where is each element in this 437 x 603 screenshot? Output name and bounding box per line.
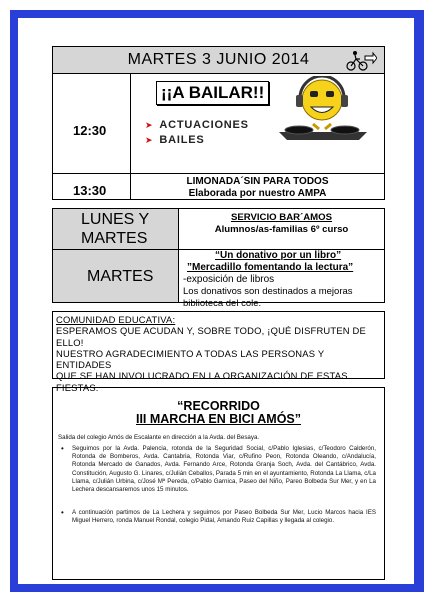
route-title: “RECORRIDO <box>177 399 260 413</box>
message-line: ELLO! <box>56 336 84 348</box>
message-line: NUESTRO AGRADECIMIENTO A TODAS LAS PERSONAS Y ENTIDADES <box>56 347 325 371</box>
list-item: ➤ BAILES <box>145 134 205 146</box>
cyclist-icon <box>345 50 377 72</box>
route-subtitle: III MARCHA EN BICI AMÓS” <box>135 412 302 426</box>
bailar-title: ¡¡A BAILAR!! <box>156 81 269 105</box>
limonada-text: LIMONADA´SIN PARA TODOS Elaborada por nuestro AMPA <box>186 176 329 199</box>
message-box <box>52 311 385 393</box>
program-table <box>52 46 385 200</box>
day-label-martes: MARTES <box>87 268 154 285</box>
arrow-icon: ➤ <box>145 135 154 145</box>
date-header: MARTES 3 JUNIO 2014 <box>53 47 384 74</box>
bar-service-text: SERVICIO BAR´AMOS Alumnos/as-familias 6º curso <box>214 212 349 235</box>
list-item: • A continuación partimos de La Lechera y seguimos por Paseo Bolbeda Sur Mer, Lucio Marcos hacia IES Miguel Herrero, ronda Manuel Rondal, colegio Pidal, Amando Ruiz Capillas y llegada al colegio. <box>58 509 376 525</box>
list-item: ➤ ACTUACIONES <box>145 119 249 131</box>
time-2: 13:30 <box>73 183 107 198</box>
arrow-icon: ➤ <box>145 120 154 130</box>
message-heading: COMUNIDAD EDUCATIVA: <box>56 314 176 325</box>
day-label-lunes-martes: LUNES Y MARTES <box>81 211 150 247</box>
list-item: • Seguimos por la Avda. Palencia, rotonda de la Seguridad Social, c/Pablo Iglesias, c/Teodoro Calderón, Rotonda de Bomberos, Avda. Cantabria, Rotonda Viar, c/Rufino Peon, Rotonda Oleando, c/Andalucía, Rotonda Mercado de Ganados, Avda. Fernando Arce, Rotonda Granja Soch, Avda. del Cantábrico, Avda. Constitución, Augusto G. Linares, c/Julián Ceballos, Parada 5 min en el ayuntamiento, Rotonda La Llama, c/La Llama, c/Julián Urbina, c/José Mª Pereda, c/Pablo Garnica, Paseo del Niño, Pareo Bolbeda Sur Mer, y en La Lechera descansaremos unos 15 minutos. <box>58 445 376 494</box>
message-line: QUE SE HAN INVOLUCRADO EN LA ORGANIZACIÓN DE ESTAS <box>56 370 348 382</box>
message-line: ESPERAMOS QUE ACUDAN Y, SOBRE TODO, ¡QUÉ DISFRUTEN DE <box>56 325 366 337</box>
time-1: 12:30 <box>73 123 107 138</box>
donativo-text: “Un donativo por un libro” ”Mercadillo fomentando la lectura” -exposición de libros Los donativos son destinados a mejoras biblioteca del cole. <box>183 250 354 309</box>
route-list <box>58 445 376 494</box>
events-table <box>52 208 385 309</box>
route-intro: Salida del colegio Amós de Escalante en dirección a la Avda. del Besaya. <box>58 434 260 441</box>
dj-smiley-icon <box>275 76 371 142</box>
route-list <box>58 509 376 525</box>
message-line: FIESTAS. <box>56 381 99 393</box>
route-box <box>52 387 385 580</box>
